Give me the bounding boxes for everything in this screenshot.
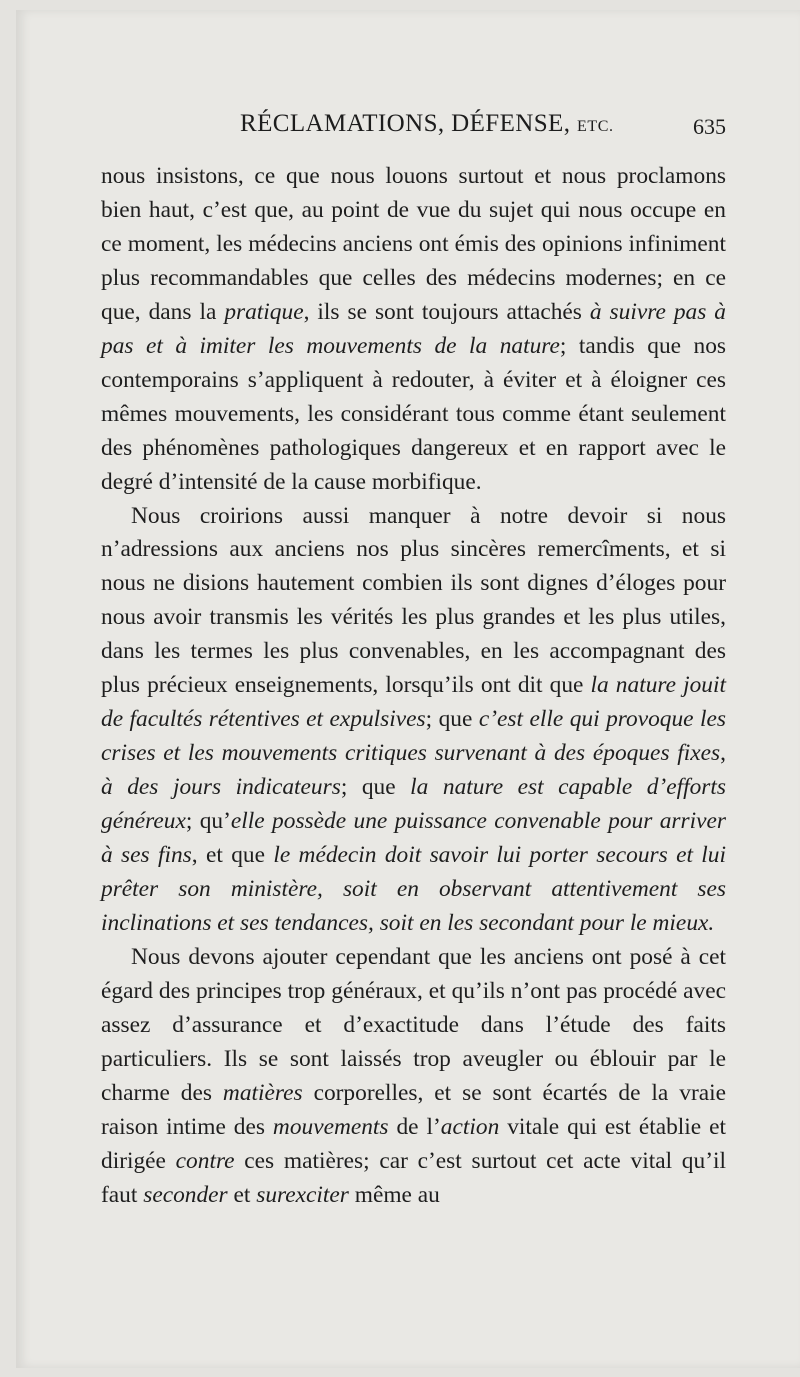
text-run: , et que — [191, 842, 274, 869]
text-run: ces matières; car c’est surtout cet acte vital qu’il faut — [101, 1147, 726, 1208]
paragraph — [101, 500, 726, 941]
italic-run: surexciter — [256, 1181, 349, 1208]
text-run: vitale qui est établie et dirigée — [101, 1113, 726, 1174]
italic-run: à des jours indicateurs — [101, 774, 341, 801]
italic-run: action — [440, 1113, 500, 1140]
text-run: de l’ — [388, 1113, 441, 1140]
text-run: et — [227, 1181, 257, 1208]
italic-run: la nature est capable d’efforts généreux — [101, 774, 726, 835]
text-run: , — [720, 740, 726, 767]
running-title: RÉCLAMATIONS, DÉFENSE, — [240, 110, 571, 137]
text-run: même au — [348, 1181, 440, 1208]
italic-run: la nature jouit de facultés rétentives et expulsives — [101, 672, 727, 733]
paragraph — [101, 160, 726, 500]
text-run: ; qu’ — [185, 808, 231, 835]
text-run: nous insistons, ce que nous louons surtout et nous proclamons bien haut, c’est que, au point de vue du sujet qui nous occupe en ce moment, les médecins anciens ont émis des opinions infiniment plus recommandables que celles des médecins modernes; en ce que, dans la — [101, 163, 726, 325]
italic-run: le médecin doit savoir lui porter secours et lui prêter son ministère, soit en observant attentivement ses inclinations et ses tendances, soit en les secondant pour le mieux. — [101, 842, 726, 936]
page-number: 635 — [693, 114, 726, 139]
italic-run: à suivre pas à pas et à imiter les mouvements de la nature — [101, 298, 726, 359]
italic-run: contre — [175, 1147, 235, 1174]
running-title-suffix: ETC. — [577, 118, 614, 135]
italic-run: pratique — [224, 298, 304, 325]
italic-run: c’est elle qui provoque les crises et les mouvements critiques survenant à des époques fixes — [101, 706, 727, 767]
text-run: corporelles, et se sont écartés de la vraie raison intime des — [101, 1079, 726, 1140]
text-run: Nous croirions aussi manquer à notre devoir si nous n’adressions aux anciens nos plus sincères remercîments, et si nous ne disions hautement combien ils sont dignes d’éloges pour nous avoir transmis les vérités les plus grandes et les plus utiles, dans les termes les plus convenables, en les accompagnant des plus précieux enseignements, lorsqu’ils ont dit que — [101, 502, 726, 699]
italic-run: seconder — [143, 1181, 228, 1208]
italic-run: mouvements — [272, 1113, 389, 1140]
text-run: Nous devons ajouter cependant que les anciens ont posé à cet égard des principes trop généraux, et qu’ils n’ont pas procédé avec assez d’assurance et d’exactitude dans l’étude des faits particuliers. Ils se sont laissés trop aveugler ou éblouir par le charme des — [101, 943, 726, 1106]
italic-run: matières — [222, 1079, 303, 1106]
text-run: ; que — [425, 706, 479, 733]
text-run: ; que — [340, 774, 411, 801]
text-run: , ils se sont toujours attachés — [303, 298, 590, 325]
paragraph — [101, 941, 726, 1213]
text-run: ; tandis que nos contemporains s’appliquent à redouter, à éviter et à éloigner ces mêmes mouvements, les considérant tous comme étant seulement des phénomènes pathologiques dangereux et en rapport avec le degré d’intensité de la cause morbifique. — [101, 332, 726, 495]
book-page — [16, 10, 800, 1368]
body-text — [101, 160, 726, 1213]
italic-run: elle possède une puissance convenable pour arriver à ses fins — [101, 808, 726, 869]
running-head — [240, 110, 614, 138]
page-header — [88, 108, 726, 148]
